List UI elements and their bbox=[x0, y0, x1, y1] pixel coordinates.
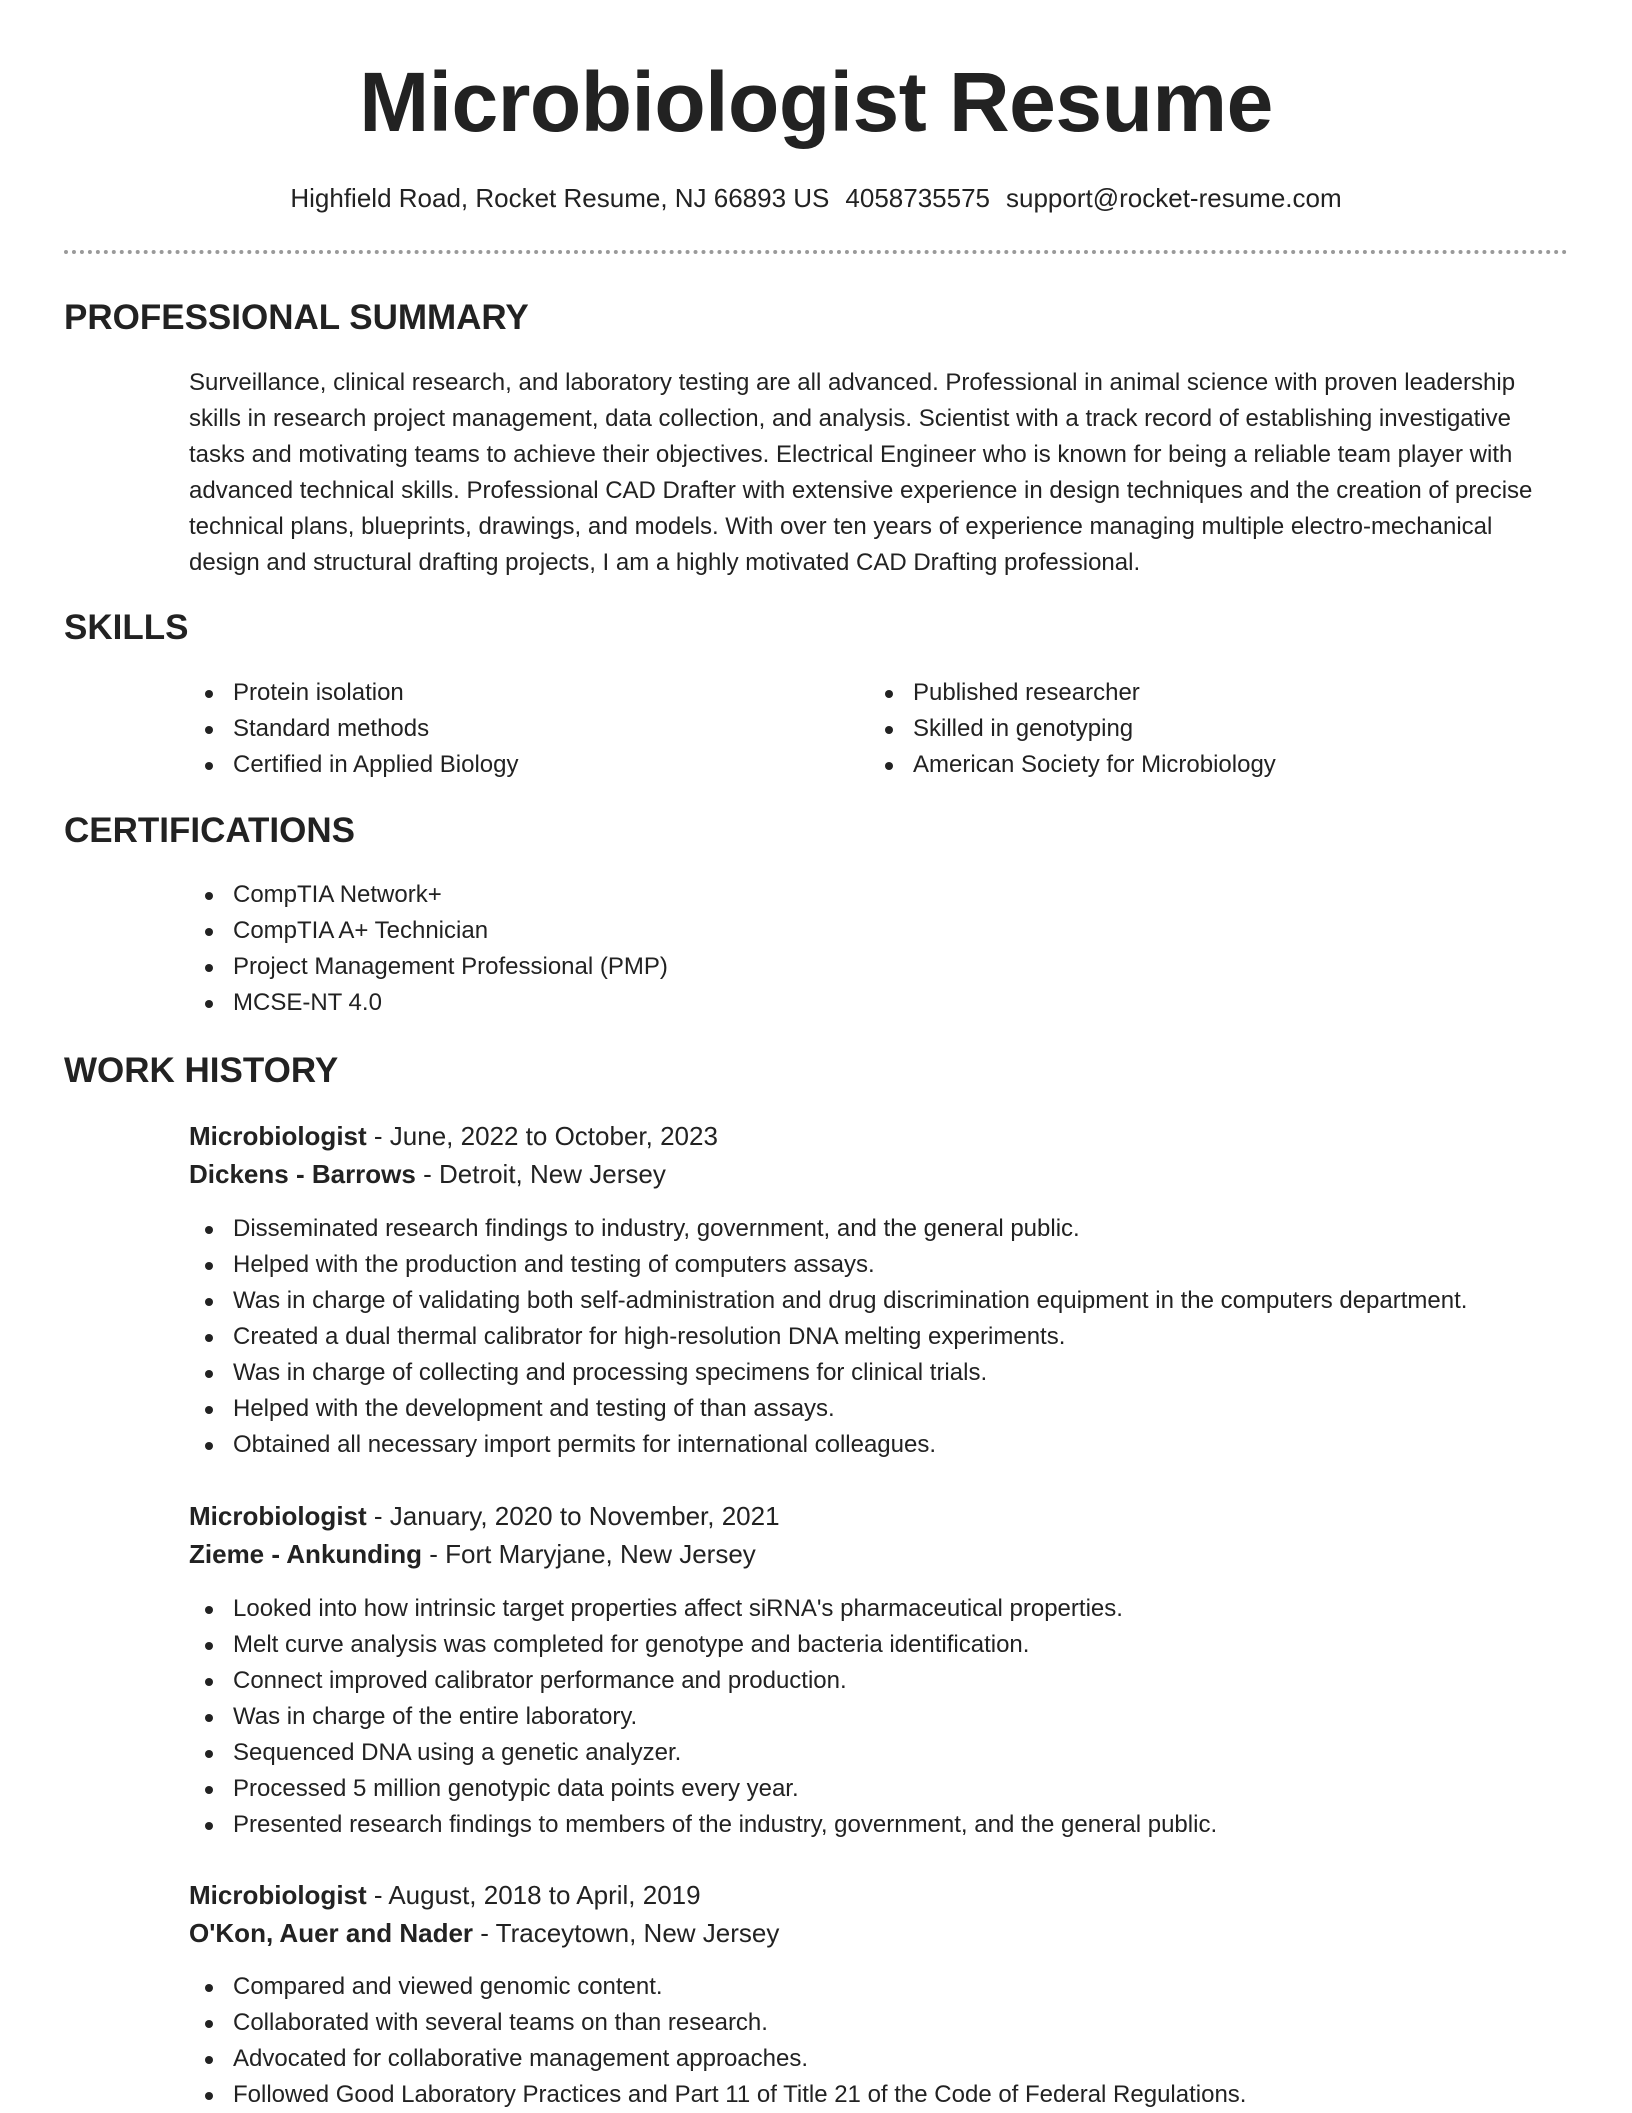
job-title: Microbiologist bbox=[189, 1880, 367, 1910]
job-bullet: Sequenced DNA using a genetic analyzer. bbox=[189, 1735, 1217, 1771]
job-bullets bbox=[189, 1591, 1217, 1843]
job-company: Dickens - Barrows bbox=[189, 1159, 416, 1189]
contact-phone: 4058735575 bbox=[845, 183, 991, 213]
skill-item: Protein isolation bbox=[189, 675, 519, 711]
job-company-line bbox=[189, 1155, 666, 1193]
job-bullet: Connect improved calibrator performance and production. bbox=[189, 1663, 1217, 1699]
skills-heading: SKILLS bbox=[64, 608, 189, 647]
job-bullet: Helped with the development and testing of than assays. bbox=[189, 1391, 1467, 1427]
certifications-heading: CERTIFICATIONS bbox=[64, 811, 356, 850]
job-company: O'Kon, Auer and Nader bbox=[189, 1918, 474, 1948]
certification-item: Project Management Professional (PMP) bbox=[189, 949, 668, 985]
job-bullet: Obtained all necessary import permits for international colleagues. bbox=[189, 1427, 1467, 1463]
job-title-line bbox=[189, 1117, 718, 1155]
summary-heading: PROFESSIONAL SUMMARY bbox=[64, 298, 529, 337]
job-bullet: Helped with the production and testing of computers assays. bbox=[189, 1247, 1467, 1283]
skills-list-right bbox=[869, 675, 1276, 783]
summary-text: Surveillance, clinical research, and laboratory testing are all advanced. Professional in animal science with proven leadership skills in research project management, data collection, and analysis. Scientist with a track record of establishing investigative tasks and motivating teams to achieve their objectives. Electrical Engineer who is known for being a reliable team player with advanced technical skills. Professional CAD Drafter with extensive experience in design techniques and the creation of precise technical plans, blueprints, drawings, and models. With over ten years of experience managing multiple electro-mechanical design and structural drafting projects, I am a highly motivated CAD Drafting professional. bbox=[189, 369, 1533, 576]
job-title: Microbiologist bbox=[189, 1501, 367, 1531]
certifications-list bbox=[189, 877, 668, 1021]
certification-item: CompTIA Network+ bbox=[189, 877, 668, 913]
job-bullet: Presented research findings to members of the industry, government, and the general public. bbox=[189, 1807, 1217, 1843]
job-bullet: Melt curve analysis was completed for genotype and bacteria identification. bbox=[189, 1627, 1217, 1663]
job-bullet: Was in charge of the entire laboratory. bbox=[189, 1699, 1217, 1735]
certification-item: CompTIA A+ Technician bbox=[189, 913, 668, 949]
job-bullet: Disseminated research findings to industry, government, and the general public. bbox=[189, 1211, 1467, 1247]
work-history-heading: WORK HISTORY bbox=[64, 1051, 339, 1090]
contact-email: support@rocket-resume.com bbox=[1006, 183, 1342, 213]
job-bullets bbox=[189, 1969, 1246, 2113]
job-bullet: Looked into how intrinsic target properties affect siRNA's pharmaceutical properties. bbox=[189, 1591, 1217, 1627]
job-dates: - August, 2018 to April, 2019 bbox=[366, 1880, 701, 1910]
skills-list-left bbox=[189, 675, 519, 783]
job-bullet: Processed 5 million genotypic data points every year. bbox=[189, 1771, 1217, 1807]
job-bullet: Compared and viewed genomic content. bbox=[189, 1969, 1246, 2005]
job-bullets bbox=[189, 1211, 1467, 1463]
job-bullet: Was in charge of collecting and processing specimens for clinical trials. bbox=[189, 1355, 1467, 1391]
header-divider bbox=[64, 250, 1568, 254]
job-company-line bbox=[189, 1535, 756, 1573]
job-company: Zieme - Ankunding bbox=[189, 1539, 423, 1569]
job-bullet: Was in charge of validating both self-administration and drug discrimination equipment in the computers department. bbox=[189, 1283, 1467, 1319]
skill-item: Published researcher bbox=[869, 675, 1276, 711]
job-bullet: Created a dual thermal calibrator for high-resolution DNA melting experiments. bbox=[189, 1319, 1467, 1355]
skill-item: American Society for Microbiology bbox=[869, 747, 1276, 783]
resume-title: Microbiologist Resume bbox=[359, 55, 1273, 149]
certification-item: MCSE-NT 4.0 bbox=[189, 985, 668, 1021]
contact-address: Highfield Road, Rocket Resume, NJ 66893 US bbox=[290, 183, 830, 213]
skill-item: Skilled in genotyping bbox=[869, 711, 1276, 747]
job-location: - Fort Maryjane, New Jersey bbox=[422, 1539, 756, 1569]
contact-line bbox=[0, 180, 1632, 216]
job-bullet: Collaborated with several teams on than research. bbox=[189, 2005, 1246, 2041]
job-location: - Detroit, New Jersey bbox=[415, 1159, 666, 1189]
job-title-line bbox=[189, 1497, 780, 1535]
skill-item: Certified in Applied Biology bbox=[189, 747, 519, 783]
job-bullet: Followed Good Laboratory Practices and Part 11 of Title 21 of the Code of Federal Regulations. bbox=[189, 2077, 1246, 2113]
job-title-line bbox=[189, 1876, 701, 1914]
job-location: - Traceytown, New Jersey bbox=[473, 1918, 780, 1948]
job-company-line bbox=[189, 1914, 779, 1952]
job-title: Microbiologist bbox=[189, 1121, 367, 1151]
job-bullet: Advocated for collaborative management approaches. bbox=[189, 2041, 1246, 2077]
job-dates: - January, 2020 to November, 2021 bbox=[366, 1501, 780, 1531]
skill-item: Standard methods bbox=[189, 711, 519, 747]
job-dates: - June, 2022 to October, 2023 bbox=[366, 1121, 718, 1151]
